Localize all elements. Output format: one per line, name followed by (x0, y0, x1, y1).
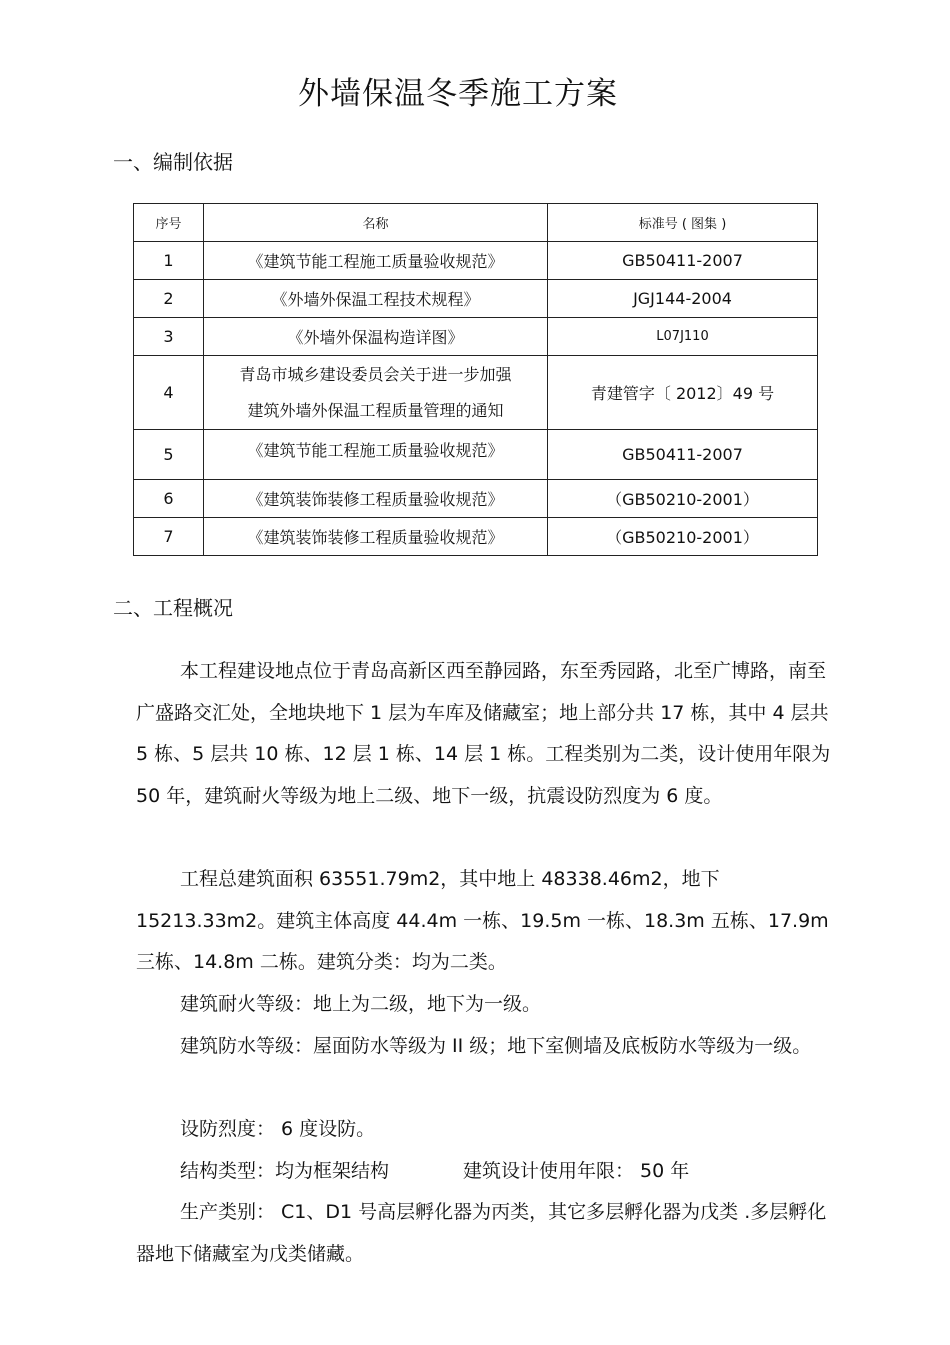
cell-name: 《建筑装饰装修工程质量验收规范》 (204, 518, 548, 556)
table-row (134, 518, 818, 556)
cell-no: 2 (134, 280, 204, 318)
cell-no: 5 (134, 430, 204, 480)
section-heading-basis: 一、编制依据 (113, 150, 233, 174)
table-row (134, 356, 818, 430)
page-title: 外墙保温冬季施工方案 (298, 76, 618, 112)
cell-no: 1 (134, 242, 204, 280)
cell-std: JGJ144-2004 (548, 280, 818, 318)
header-name: 名称 (204, 204, 548, 242)
cell-name: 《建筑节能工程施工质量验收规范》 (204, 242, 548, 280)
paragraph-area-text: 工程总建筑面积 63551.79m2，其中地上 48338.46m2，地下 15213.33m2。建筑主体高度 44.4m 一栋、19.5m 一栋、18.3m 五栋、17.9m 三栋、14.8m 二栋。建筑分类：均为二类。 (136, 868, 829, 973)
cell-no: 6 (134, 480, 204, 518)
table-row (134, 318, 818, 356)
header-std: 标准号 ( 图集 ) (548, 204, 818, 242)
paragraph-location (136, 651, 842, 817)
cell-no: 7 (134, 518, 204, 556)
table-row (134, 242, 818, 280)
table-header-row (134, 204, 818, 242)
cell-name (204, 356, 548, 430)
paragraph-seismic (136, 1109, 842, 1151)
cell-name-line2: 建筑外墙外保温工程质量管理的通知 (247, 400, 504, 420)
cell-std: GB50411-2007 (548, 242, 818, 280)
cell-name: 《外墙外保温工程技术规程》 (204, 280, 548, 318)
paragraph-structure (136, 1151, 842, 1193)
cell-name: 《建筑装饰装修工程质量验收规范》 (204, 480, 548, 518)
cell-std: GB50411-2007 (548, 430, 818, 480)
cell-std: （GB50210-2001） (548, 518, 818, 556)
paragraph-area (136, 859, 842, 984)
structure-type-text: 结构类型：均为框架结构 (180, 1160, 390, 1182)
paragraph-waterproof (136, 1026, 842, 1068)
paragraph-production-class (136, 1192, 842, 1275)
cell-name-line1: 青岛市城乡建设委员会关于进一步加强 (239, 364, 512, 384)
paragraph-fire-rating-text: 建筑耐火等级：地上为二级，地下为一级。 (180, 993, 542, 1015)
paragraph-seismic-text: 设防烈度： 6 度设防。 (180, 1118, 376, 1140)
cell-std: L07J110 (548, 318, 818, 356)
table-row (134, 430, 818, 480)
paragraph-waterproof-text: 建筑防水等级：屋面防水等级为 II 级；地下室侧墙及底板防水等级为一级。 (180, 1035, 812, 1057)
table-row (134, 280, 818, 318)
header-no: 序号 (134, 204, 204, 242)
paragraph-production-class-text: 生产类别： C1、D1 号高层孵化器为丙类，其它多层孵化器为戊类 .多层孵化器地下储藏室为戊类储藏。 (136, 1201, 827, 1265)
design-life-text: 建筑设计使用年限： 50 年 (463, 1160, 690, 1182)
cell-name: 《建筑节能工程施工质量验收规范》 (204, 430, 548, 480)
cell-name: 《外墙外保温构造详图》 (204, 318, 548, 356)
paragraph-fire-rating (136, 984, 842, 1026)
reference-table (133, 203, 818, 556)
cell-no: 3 (134, 318, 204, 356)
cell-std: 青建管字〔 2012〕49 号 (548, 356, 818, 430)
cell-std: （GB50210-2001） (548, 480, 818, 518)
table-row (134, 480, 818, 518)
section-heading-overview: 二、工程概况 (113, 596, 233, 620)
paragraph-location-text: 本工程建设地点位于青岛高新区西至静园路，东至秀园路，北至广博路，南至广盛路交汇处，全地块地下 1 层为车库及储藏室；地上部分共 17 栋，其中 4 层共 5 栋、5 层共 10 栋、12 层 1 栋、14 层 1 栋。工程类别为二类，设计使用年限为 50 年，建筑耐火等级为地上二级、地下一级，抗震设防烈度为 6 度。 (136, 660, 831, 807)
cell-no: 4 (134, 356, 204, 430)
